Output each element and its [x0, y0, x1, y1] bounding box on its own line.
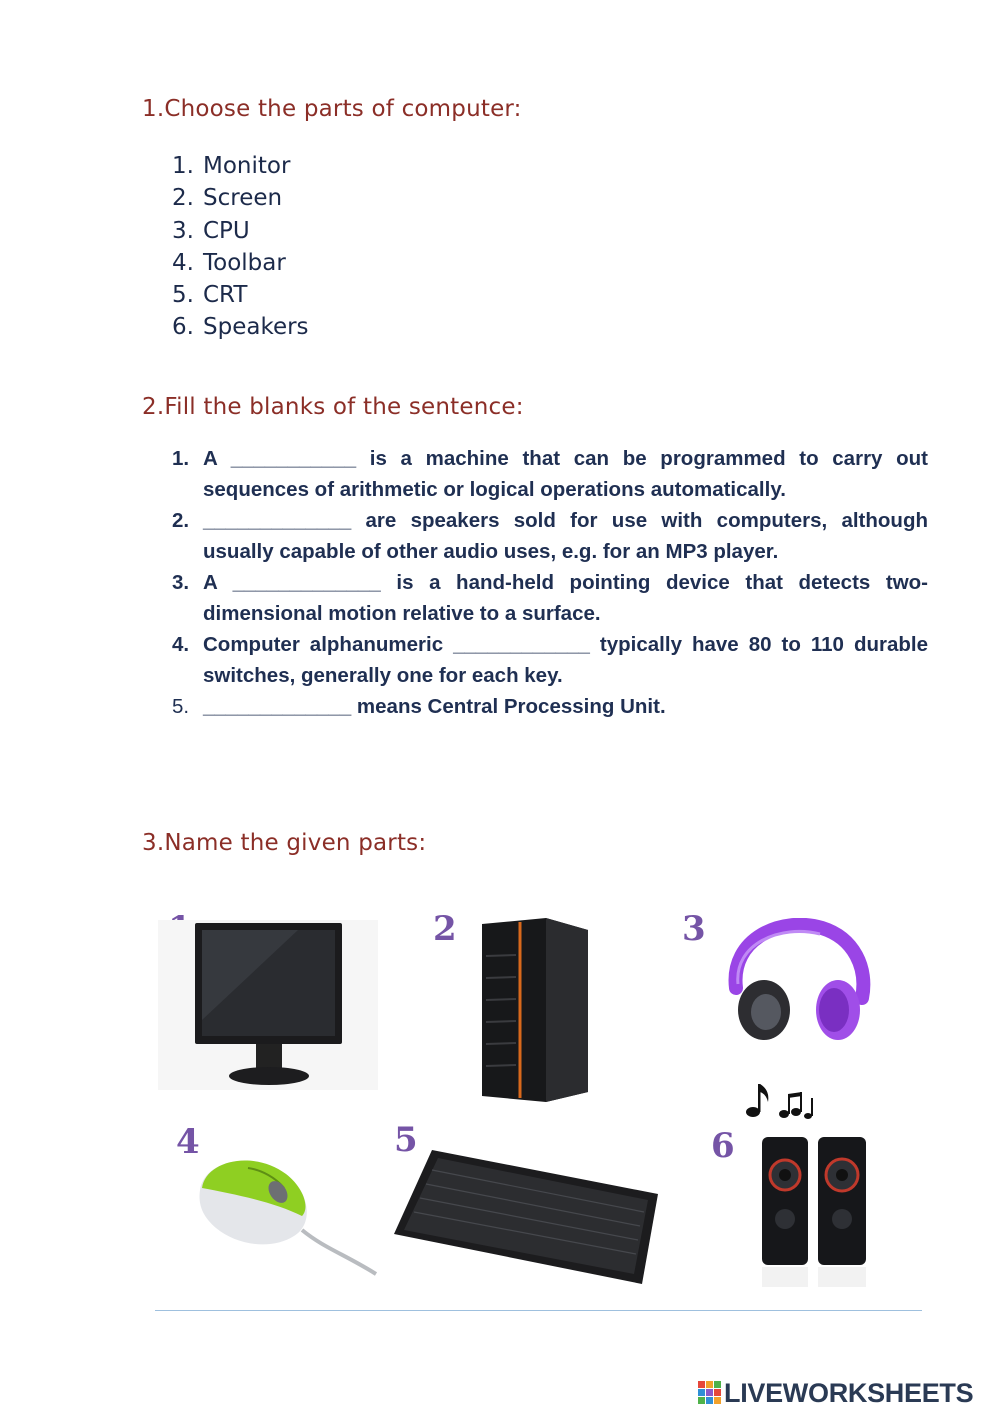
- list-item: 4. Toolbar: [172, 249, 286, 276]
- sentence-text: Computer alphanumeric ____________ typically have 80 to 110 durable switches, generally one for each key.: [203, 633, 928, 687]
- monitor-image: [158, 920, 378, 1090]
- sentence-text: A ___________ is a machine that can be programmed to carry out sequences of arithmetic or logical operations automatically.: [203, 447, 928, 501]
- parts-list: [172, 150, 309, 344]
- sentence-item: 2. _____________ are speakers sold for use with computers, although usually capable of other audio uses, e.g. for an MP3 player.: [172, 505, 928, 567]
- list-item: 2. Screen: [172, 185, 283, 212]
- sentence-item: 1. A ___________ is a machine that can be programmed to carry out sequences of arithmetic or logical operations automatically.: [172, 443, 928, 505]
- section-3-heading: 3.Name the given parts:: [142, 830, 427, 856]
- divider: [155, 1310, 922, 1311]
- list-item-text: Screen: [203, 185, 283, 212]
- mouse-image: [194, 1150, 378, 1276]
- list-item: 1. Monitor: [172, 153, 291, 179]
- sentence-text: _____________ are speakers sold for use with computers, although usually capable of other audio uses, e.g. for an MP3 player.: [203, 509, 928, 563]
- list-item-text: Toolbar: [203, 249, 286, 276]
- list-item: 6. Speakers: [172, 314, 309, 341]
- liveworksheets-logo: [698, 1376, 973, 1410]
- list-item-text: CPU: [203, 217, 250, 244]
- sentence-item: 4. Computer alphanumeric ____________ typically have 80 to 110 durable switches, generally one for each key.: [172, 629, 928, 691]
- speakers-image: [760, 1135, 870, 1289]
- music-notes-icon: [744, 1080, 818, 1124]
- sentence-text: A _____________ is a hand-held pointing device that detects two-dimensional motion relative to a surface.: [203, 571, 928, 625]
- cpu-tower-image: [476, 916, 590, 1102]
- headphones-image: [722, 918, 872, 1044]
- sentence-item: 5. _____________ means Central Processing Unit.: [172, 691, 928, 722]
- fill-blanks-list: [172, 443, 928, 722]
- section-2-heading: 2.Fill the blanks of the sentence:: [142, 394, 524, 420]
- sentence-text: _____________ means Central Processing Unit.: [203, 695, 666, 718]
- picture-label-4: 4: [176, 1122, 200, 1162]
- picture-label-5: 5: [394, 1120, 418, 1160]
- sentence-item: 3. A _____________ is a hand-held pointing device that detects two-dimensional motion relative to a surface.: [172, 567, 928, 629]
- section-1-heading: 1.Choose the parts of computer:: [142, 96, 522, 122]
- list-item-text: Monitor: [203, 153, 291, 179]
- picture-label-6: 6: [711, 1126, 735, 1166]
- logo-squares-icon: [698, 1381, 722, 1405]
- keyboard-image: [392, 1146, 662, 1288]
- list-item: 5. CRT: [172, 282, 248, 309]
- picture-label-3: 3: [682, 909, 706, 949]
- list-item-text: Speakers: [203, 314, 309, 341]
- list-item: 3. CPU: [172, 217, 250, 244]
- brand-name: LIVEWORKSHEETS: [724, 1377, 974, 1408]
- list-item-text: CRT: [203, 282, 248, 309]
- picture-label-2: 2: [433, 909, 457, 949]
